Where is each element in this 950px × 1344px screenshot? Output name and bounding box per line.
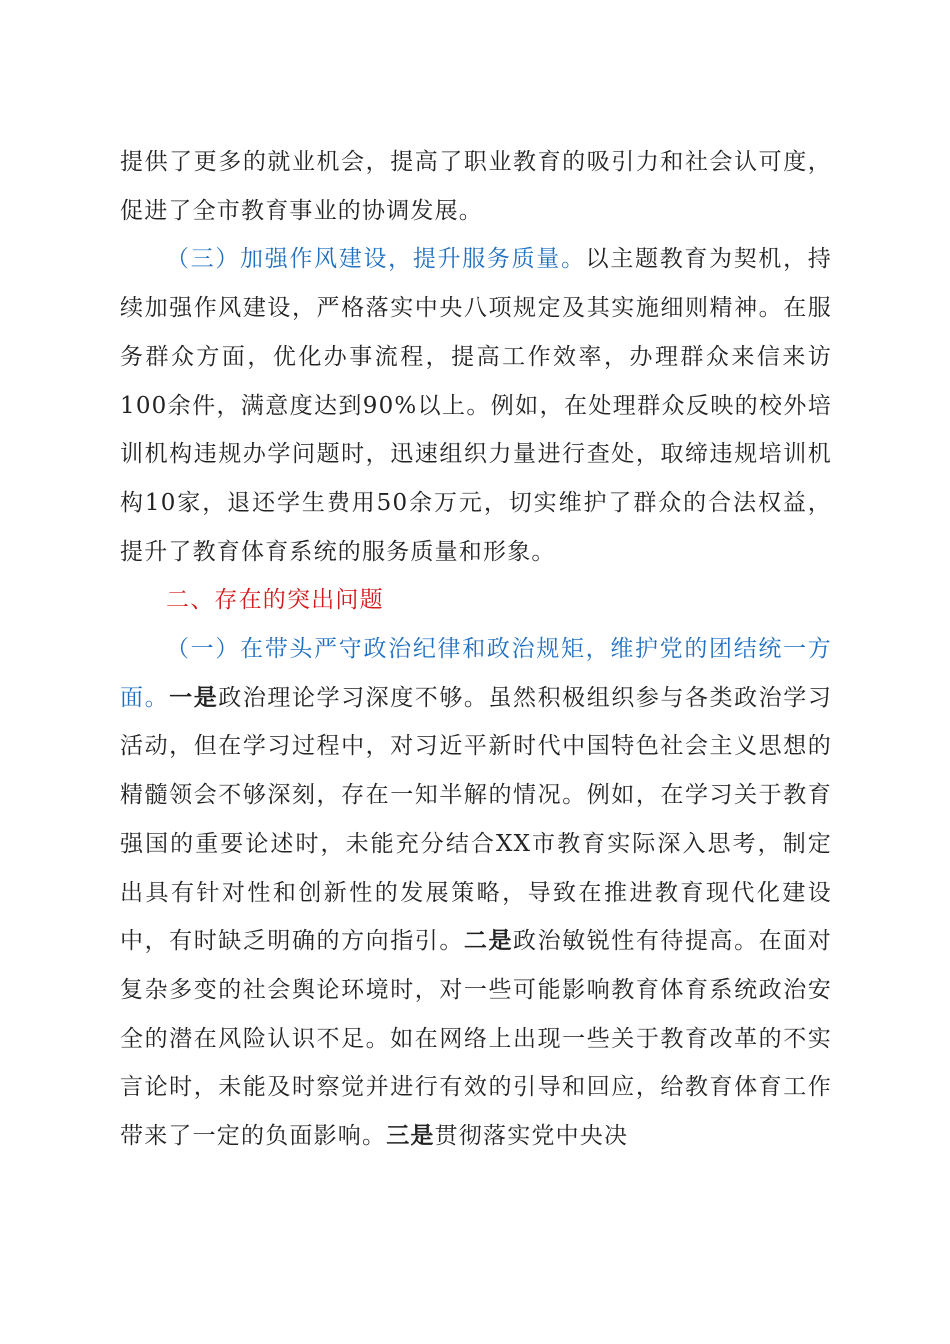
- subheading-political-discipline: （一）在带头严守政治纪律和政治规矩，维护党的团结统一方面。: [120, 636, 832, 711]
- document-body: [120, 138, 832, 1161]
- paragraph-continuation: [120, 138, 832, 235]
- item-label-3: 三是: [386, 1123, 435, 1150]
- paragraph-service-quality: [120, 235, 832, 576]
- item-label-1: 一是: [169, 684, 219, 711]
- section-heading-text: 二、存在的突出问题: [166, 587, 384, 614]
- item-text-3: 贯彻落实党中央决: [434, 1123, 629, 1150]
- item-text-1: 政治理论学习深度不够。虽然积极组织参与各类政治学习活动，但在学习过程中，对习近平新时代中国特色社会主义思想的精髓领会不够深刻，存在一知半解的情况。例如，在学习关于教育强国的重要论述时，未能充分结合XX市教育实际深入思考，制定出具有针对性和创新性的发展策略，导致在推进教育现代化建设中，有时缺乏明确的方向指引。: [120, 684, 833, 955]
- paragraph-political-discipline: [120, 625, 832, 1161]
- item-text-2: 政治敏锐性有待提高。在面对复杂多变的社会舆论环境时，对一些可能影响教育体育系统政治安全的潜在风险认识不足。如在网络上出现一些关于教育改革的不实言论时，未能及时察觉并进行有效的引导和回应，给教育体育工作带来了一定的负面影响。: [120, 928, 832, 1150]
- subheading-service-quality: （三）加强作风建设，提升服务质量。: [166, 246, 586, 273]
- paragraph-text: 以主题教育为契机，持续加强作风建设，严格落实中央八项规定及其实施细则精神。在服务群众方面，优化办事流程，提高工作效率，办理群众来信来访100余件，满意度达到90%以上。例如，在处理群众反映的校外培训机构违规办学问题时，迅速组织力量进行查处，取缔违规培训机构10家，退还学生费用50余万元，切实维护了群众的合法权益，提升了教育体育系统的服务质量和形象。: [120, 246, 832, 565]
- section-heading-problems: [120, 576, 832, 625]
- paragraph-text: 提供了更多的就业机会，提高了职业教育的吸引力和社会认可度，促进了全市教育事业的协调发展。: [120, 149, 832, 224]
- item-label-2: 二是: [463, 928, 514, 955]
